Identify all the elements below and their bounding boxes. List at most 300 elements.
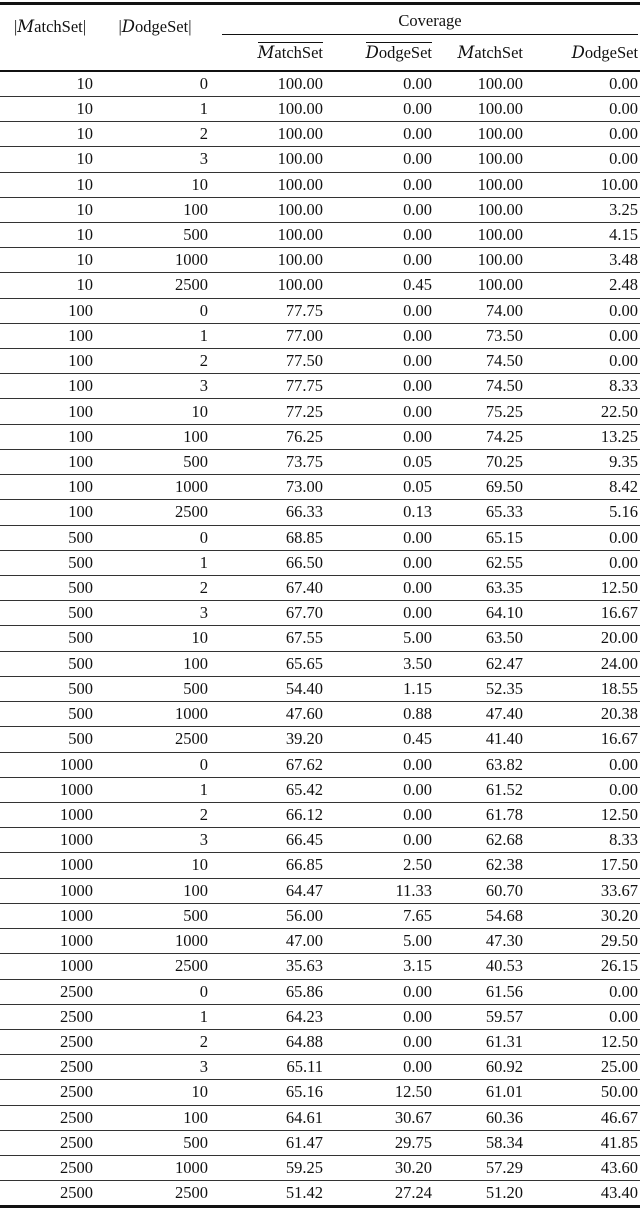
cell-coverage-matchset: 41.40: [435, 727, 527, 752]
cell-coverage-matchset: 63.50: [435, 626, 527, 651]
table-row: [0, 626, 640, 651]
cell-coverage-matchset: 59.57: [435, 1004, 527, 1029]
cell-dodgeset-size: 0: [100, 979, 210, 1004]
cell-coverage-dodgeset-bar: 0.00: [325, 197, 435, 222]
cell-coverage-dodgeset-bar: 0.00: [325, 298, 435, 323]
cell-dodgeset-size: 100: [100, 1105, 210, 1130]
cell-coverage-matchset-bar: 39.20: [210, 727, 325, 752]
cell-matchset-size: 2500: [0, 1105, 100, 1130]
script-d-glyph: D: [571, 43, 585, 62]
cell-coverage-dodgeset: 43.40: [527, 1181, 640, 1207]
script-d-glyph: D: [121, 17, 136, 36]
cell-coverage-dodgeset: 0.00: [527, 752, 640, 777]
cell-coverage-dodgeset-bar: 0.88: [325, 702, 435, 727]
cell-dodgeset-size: 1000: [100, 1156, 210, 1181]
cell-coverage-matchset-bar: 100.00: [210, 273, 325, 298]
cell-coverage-matchset-bar: 73.75: [210, 449, 325, 474]
table-row: [0, 449, 640, 474]
cell-matchset-size: 1000: [0, 828, 100, 853]
cell-matchset-size: 1000: [0, 802, 100, 827]
cell-coverage-dodgeset-bar: 2.50: [325, 853, 435, 878]
cell-coverage-dodgeset-bar: 0.00: [325, 601, 435, 626]
cell-coverage-matchset: 60.70: [435, 878, 527, 903]
cell-coverage-matchset-bar: 100.00: [210, 96, 325, 121]
cell-matchset-size: 2500: [0, 979, 100, 1004]
cell-matchset-size: 500: [0, 525, 100, 550]
cell-dodgeset-size: 1000: [100, 248, 210, 273]
cell-dodgeset-size: 100: [100, 424, 210, 449]
column-header-label: atchSet|: [34, 17, 87, 36]
cell-matchset-size: 10: [0, 96, 100, 121]
table-row: [0, 828, 640, 853]
cell-matchset-size: 500: [0, 702, 100, 727]
cell-coverage-matchset: 64.10: [435, 601, 527, 626]
cell-coverage-matchset: 100.00: [435, 71, 527, 96]
cell-dodgeset-size: 3: [100, 374, 210, 399]
table-row: [0, 1181, 640, 1207]
cell-coverage-matchset-bar: 100.00: [210, 172, 325, 197]
cell-coverage-dodgeset: 0.00: [527, 147, 640, 172]
cell-coverage-matchset: 62.55: [435, 550, 527, 575]
cell-coverage-dodgeset-bar: 11.33: [325, 878, 435, 903]
cell-coverage-matchset: 100.00: [435, 147, 527, 172]
script-m-glyph: M: [257, 43, 275, 62]
table-header: [0, 4, 640, 72]
cell-coverage-dodgeset-bar: 0.00: [325, 525, 435, 550]
cell-matchset-size: 1000: [0, 777, 100, 802]
cell-coverage-matchset: 100.00: [435, 248, 527, 273]
cell-coverage-matchset: 65.33: [435, 500, 527, 525]
cell-coverage-dodgeset-bar: 0.00: [325, 399, 435, 424]
cell-coverage-dodgeset-bar: 29.75: [325, 1130, 435, 1155]
cell-coverage-dodgeset: 9.35: [527, 449, 640, 474]
cell-dodgeset-size: 10: [100, 399, 210, 424]
cell-coverage-dodgeset-bar: 0.00: [325, 374, 435, 399]
cell-coverage-matchset: 100.00: [435, 222, 527, 247]
cell-coverage-dodgeset: 16.67: [527, 601, 640, 626]
cell-matchset-size: 500: [0, 626, 100, 651]
cell-coverage-matchset: 61.56: [435, 979, 527, 1004]
cell-dodgeset-size: 2500: [100, 954, 210, 979]
cell-coverage-dodgeset-bar: 0.00: [325, 576, 435, 601]
cell-coverage-dodgeset-bar: 5.00: [325, 929, 435, 954]
cell-coverage-matchset: 40.53: [435, 954, 527, 979]
cell-coverage-matchset: 62.68: [435, 828, 527, 853]
cell-coverage-dodgeset-bar: 0.05: [325, 475, 435, 500]
cell-coverage-dodgeset-bar: 0.45: [325, 727, 435, 752]
cell-matchset-size: 100: [0, 349, 100, 374]
cell-coverage-dodgeset-bar: 0.45: [325, 273, 435, 298]
table-row: [0, 752, 640, 777]
cell-dodgeset-size: 100: [100, 651, 210, 676]
cell-coverage-dodgeset: 2.48: [527, 273, 640, 298]
cell-dodgeset-size: 2500: [100, 500, 210, 525]
cell-coverage-dodgeset-bar: 0.00: [325, 1055, 435, 1080]
cell-matchset-size: 500: [0, 550, 100, 575]
table-row: [0, 96, 640, 121]
cell-dodgeset-size: 100: [100, 197, 210, 222]
cell-coverage-matchset: 74.50: [435, 349, 527, 374]
cell-dodgeset-size: 0: [100, 298, 210, 323]
cell-coverage-matchset-bar: 61.47: [210, 1130, 325, 1155]
cell-coverage-dodgeset-bar: 3.15: [325, 954, 435, 979]
subheader-matchset-bar: [210, 35, 325, 71]
header-row-top: [0, 4, 640, 36]
cell-dodgeset-size: 2: [100, 576, 210, 601]
cell-coverage-matchset: 52.35: [435, 676, 527, 701]
cell-dodgeset-size: 0: [100, 752, 210, 777]
column-header-label: odgeSet|: [135, 17, 192, 36]
cell-dodgeset-size: 1: [100, 550, 210, 575]
script-m-glyph: M: [17, 17, 35, 36]
cell-dodgeset-size: 10: [100, 853, 210, 878]
cell-coverage-dodgeset: 18.55: [527, 676, 640, 701]
cell-coverage-matchset-bar: 100.00: [210, 248, 325, 273]
cell-dodgeset-size: 3: [100, 828, 210, 853]
cell-matchset-size: 10: [0, 147, 100, 172]
cell-coverage-matchset-bar: 67.62: [210, 752, 325, 777]
cell-dodgeset-size: 3: [100, 601, 210, 626]
table-row: [0, 1004, 640, 1029]
cell-dodgeset-size: 2500: [100, 273, 210, 298]
cell-matchset-size: 1000: [0, 929, 100, 954]
cell-coverage-dodgeset: 8.33: [527, 828, 640, 853]
cell-matchset-size: 10: [0, 222, 100, 247]
cell-coverage-matchset-bar: 67.55: [210, 626, 325, 651]
cell-coverage-matchset-bar: 54.40: [210, 676, 325, 701]
cell-matchset-size: 500: [0, 676, 100, 701]
cell-coverage-matchset-bar: 77.75: [210, 374, 325, 399]
cell-dodgeset-size: 500: [100, 903, 210, 928]
cell-matchset-size: 100: [0, 475, 100, 500]
cell-matchset-size: 1000: [0, 954, 100, 979]
cell-coverage-dodgeset: 8.42: [527, 475, 640, 500]
cell-dodgeset-size: 2500: [100, 727, 210, 752]
subheader-label: atchSet: [274, 43, 323, 62]
cell-coverage-matchset-bar: 67.40: [210, 576, 325, 601]
cell-matchset-size: 1000: [0, 878, 100, 903]
cell-coverage-matchset: 63.35: [435, 576, 527, 601]
cell-matchset-size: 10: [0, 172, 100, 197]
table-row: [0, 500, 640, 525]
cell-dodgeset-size: 1: [100, 777, 210, 802]
cell-coverage-matchset: 74.00: [435, 298, 527, 323]
cell-matchset-size: 100: [0, 298, 100, 323]
column-header-matchset-size: [0, 4, 100, 72]
cell-coverage-dodgeset-bar: 0.00: [325, 802, 435, 827]
cell-dodgeset-size: 2: [100, 1029, 210, 1054]
cell-coverage-dodgeset: 25.00: [527, 1055, 640, 1080]
cell-coverage-matchset-bar: 47.00: [210, 929, 325, 954]
cell-coverage-matchset-bar: 77.00: [210, 323, 325, 348]
cell-coverage-matchset-bar: 59.25: [210, 1156, 325, 1181]
cell-matchset-size: 100: [0, 399, 100, 424]
cell-coverage-matchset: 74.50: [435, 374, 527, 399]
cell-dodgeset-size: 3: [100, 147, 210, 172]
cell-coverage-matchset-bar: 76.25: [210, 424, 325, 449]
cell-dodgeset-size: 1000: [100, 702, 210, 727]
table-row: [0, 550, 640, 575]
cell-coverage-dodgeset: 12.50: [527, 576, 640, 601]
cell-coverage-matchset: 61.52: [435, 777, 527, 802]
cell-coverage-matchset: 61.31: [435, 1029, 527, 1054]
cell-matchset-size: 500: [0, 576, 100, 601]
cell-coverage-dodgeset: 17.50: [527, 853, 640, 878]
table-row: [0, 424, 640, 449]
table-row: [0, 702, 640, 727]
cell-coverage-matchset: 60.36: [435, 1105, 527, 1130]
cell-coverage-matchset-bar: 65.16: [210, 1080, 325, 1105]
table-row: [0, 374, 640, 399]
cell-coverage-dodgeset-bar: 0.00: [325, 71, 435, 96]
cell-matchset-size: 500: [0, 727, 100, 752]
script-d-glyph: D: [365, 43, 379, 62]
cell-coverage-dodgeset-bar: 0.00: [325, 172, 435, 197]
cell-coverage-dodgeset: 12.50: [527, 1029, 640, 1054]
cell-dodgeset-size: 1000: [100, 929, 210, 954]
table-row: [0, 349, 640, 374]
results-table: [0, 2, 640, 1208]
cell-dodgeset-size: 500: [100, 222, 210, 247]
cell-coverage-dodgeset-bar: 0.00: [325, 979, 435, 1004]
subheader-label: odgeSet: [584, 43, 639, 62]
cell-coverage-dodgeset: 46.67: [527, 1105, 640, 1130]
cell-coverage-matchset: 60.92: [435, 1055, 527, 1080]
cell-coverage-dodgeset-bar: 0.00: [325, 96, 435, 121]
cell-coverage-dodgeset: 0.00: [527, 1004, 640, 1029]
cell-coverage-matchset-bar: 77.50: [210, 349, 325, 374]
table-row: [0, 222, 640, 247]
table-row: [0, 979, 640, 1004]
cell-coverage-dodgeset: 16.67: [527, 727, 640, 752]
cell-coverage-matchset-bar: 64.61: [210, 1105, 325, 1130]
cell-dodgeset-size: 2: [100, 349, 210, 374]
cell-dodgeset-size: 1: [100, 96, 210, 121]
cell-coverage-dodgeset-bar: 0.00: [325, 349, 435, 374]
cell-coverage-dodgeset: 26.15: [527, 954, 640, 979]
cell-coverage-dodgeset: 50.00: [527, 1080, 640, 1105]
table-row: [0, 727, 640, 752]
cell-coverage-dodgeset: 0.00: [527, 349, 640, 374]
cell-matchset-size: 100: [0, 449, 100, 474]
table-body: [0, 71, 640, 1206]
cell-coverage-dodgeset-bar: 0.00: [325, 424, 435, 449]
cell-coverage-matchset: 100.00: [435, 197, 527, 222]
cell-dodgeset-size: 2: [100, 802, 210, 827]
cell-coverage-dodgeset-bar: 12.50: [325, 1080, 435, 1105]
cell-coverage-dodgeset: 22.50: [527, 399, 640, 424]
cell-matchset-size: 100: [0, 500, 100, 525]
cell-coverage-dodgeset: 20.00: [527, 626, 640, 651]
cell-coverage-dodgeset-bar: 0.00: [325, 122, 435, 147]
cell-coverage-matchset: 62.38: [435, 853, 527, 878]
table-row: [0, 1105, 640, 1130]
cell-matchset-size: 2500: [0, 1004, 100, 1029]
cell-coverage-dodgeset: 4.15: [527, 222, 640, 247]
cell-coverage-matchset-bar: 64.23: [210, 1004, 325, 1029]
cell-coverage-matchset-bar: 67.70: [210, 601, 325, 626]
cell-matchset-size: 100: [0, 323, 100, 348]
cell-coverage-dodgeset: 3.25: [527, 197, 640, 222]
cell-coverage-matchset-bar: 65.11: [210, 1055, 325, 1080]
cell-matchset-size: 2500: [0, 1080, 100, 1105]
cell-coverage-matchset-bar: 77.25: [210, 399, 325, 424]
cell-coverage-matchset-bar: 100.00: [210, 147, 325, 172]
script-m-glyph: M: [457, 43, 475, 62]
cell-matchset-size: 10: [0, 248, 100, 273]
table-row: [0, 651, 640, 676]
cell-dodgeset-size: 10: [100, 626, 210, 651]
cell-coverage-matchset-bar: 65.42: [210, 777, 325, 802]
cell-coverage-dodgeset-bar: 0.00: [325, 752, 435, 777]
cell-coverage-matchset-bar: 66.45: [210, 828, 325, 853]
cell-coverage-matchset: 61.78: [435, 802, 527, 827]
cell-coverage-matchset-bar: 35.63: [210, 954, 325, 979]
cell-coverage-dodgeset: 0.00: [527, 323, 640, 348]
cell-coverage-dodgeset-bar: 3.50: [325, 651, 435, 676]
cell-coverage-matchset: 75.25: [435, 399, 527, 424]
cell-coverage-dodgeset: 0.00: [527, 96, 640, 121]
cell-coverage-dodgeset-bar: 0.00: [325, 550, 435, 575]
cell-coverage-dodgeset-bar: 7.65: [325, 903, 435, 928]
cell-matchset-size: 10: [0, 71, 100, 96]
cell-matchset-size: 2500: [0, 1156, 100, 1181]
pipe-glyph: |: [118, 17, 122, 36]
cell-dodgeset-size: 1000: [100, 475, 210, 500]
cell-dodgeset-size: 500: [100, 449, 210, 474]
cell-coverage-dodgeset: 12.50: [527, 802, 640, 827]
cell-matchset-size: 500: [0, 651, 100, 676]
cell-coverage-dodgeset: 0.00: [527, 71, 640, 96]
cell-coverage-matchset: 74.25: [435, 424, 527, 449]
cell-coverage-matchset: 100.00: [435, 96, 527, 121]
cell-matchset-size: 100: [0, 424, 100, 449]
cell-dodgeset-size: 2: [100, 122, 210, 147]
cell-coverage-dodgeset-bar: 30.20: [325, 1156, 435, 1181]
cell-coverage-dodgeset: 0.00: [527, 777, 640, 802]
table-row: [0, 929, 640, 954]
cell-coverage-matchset-bar: 66.33: [210, 500, 325, 525]
cell-coverage-dodgeset: 13.25: [527, 424, 640, 449]
table-row: [0, 147, 640, 172]
cell-coverage-matchset: 63.82: [435, 752, 527, 777]
cell-coverage-matchset: 100.00: [435, 172, 527, 197]
cell-coverage-matchset: 100.00: [435, 273, 527, 298]
subheader-label: atchSet: [474, 43, 523, 62]
table-row: [0, 802, 640, 827]
cell-coverage-dodgeset-bar: 0.00: [325, 1029, 435, 1054]
cell-dodgeset-size: 500: [100, 676, 210, 701]
cell-coverage-dodgeset-bar: 0.00: [325, 248, 435, 273]
subheader-label: odgeSet: [378, 43, 432, 62]
cell-coverage-dodgeset: 0.00: [527, 122, 640, 147]
cell-coverage-matchset: 47.30: [435, 929, 527, 954]
cell-dodgeset-size: 10: [100, 1080, 210, 1105]
cell-coverage-dodgeset: 5.16: [527, 500, 640, 525]
table-row: [0, 777, 640, 802]
cell-coverage-matchset: 65.15: [435, 525, 527, 550]
table-row: [0, 1156, 640, 1181]
cell-dodgeset-size: 10: [100, 172, 210, 197]
cell-coverage-dodgeset: 0.00: [527, 298, 640, 323]
table-row: [0, 71, 640, 96]
cell-matchset-size: 100: [0, 374, 100, 399]
subheader-dodgeset: [527, 35, 640, 71]
table-row: [0, 676, 640, 701]
table-row: [0, 172, 640, 197]
cell-coverage-matchset: 100.00: [435, 122, 527, 147]
pipe-glyph: |: [13, 17, 18, 36]
cell-coverage-matchset-bar: 66.85: [210, 853, 325, 878]
cell-coverage-dodgeset-bar: 0.00: [325, 777, 435, 802]
cell-coverage-dodgeset: 20.38: [527, 702, 640, 727]
cell-coverage-matchset-bar: 64.88: [210, 1029, 325, 1054]
cell-coverage-matchset: 62.47: [435, 651, 527, 676]
subheader-matchset: [435, 35, 527, 71]
cell-matchset-size: 2500: [0, 1029, 100, 1054]
cell-coverage-matchset-bar: 65.65: [210, 651, 325, 676]
cell-coverage-matchset-bar: 66.50: [210, 550, 325, 575]
cell-coverage-matchset: 61.01: [435, 1080, 527, 1105]
cell-coverage-matchset: 69.50: [435, 475, 527, 500]
column-header-dodgeset-size: [100, 4, 210, 72]
cell-coverage-matchset-bar: 77.75: [210, 298, 325, 323]
cell-dodgeset-size: 1: [100, 1004, 210, 1029]
cell-coverage-matchset: 54.68: [435, 903, 527, 928]
cell-coverage-dodgeset-bar: 27.24: [325, 1181, 435, 1207]
cell-coverage-dodgeset-bar: 0.00: [325, 222, 435, 247]
table-row: [0, 1055, 640, 1080]
coverage-label: Coverage: [222, 5, 638, 35]
cell-coverage-matchset: 47.40: [435, 702, 527, 727]
cell-coverage-dodgeset: 10.00: [527, 172, 640, 197]
cell-matchset-size: 2500: [0, 1130, 100, 1155]
cell-coverage-dodgeset: 43.60: [527, 1156, 640, 1181]
table-row: [0, 475, 640, 500]
cell-dodgeset-size: 0: [100, 525, 210, 550]
cell-coverage-dodgeset-bar: 0.13: [325, 500, 435, 525]
cell-coverage-matchset-bar: 73.00: [210, 475, 325, 500]
cell-matchset-size: 10: [0, 197, 100, 222]
table-row: [0, 903, 640, 928]
coverage-group-header: [210, 4, 640, 36]
cell-coverage-dodgeset: 41.85: [527, 1130, 640, 1155]
cell-coverage-dodgeset-bar: 0.00: [325, 828, 435, 853]
cell-coverage-matchset-bar: 51.42: [210, 1181, 325, 1207]
cell-coverage-dodgeset-bar: 0.00: [325, 147, 435, 172]
cell-coverage-matchset-bar: 68.85: [210, 525, 325, 550]
table-row: [0, 248, 640, 273]
cell-coverage-dodgeset-bar: 0.00: [325, 323, 435, 348]
cell-dodgeset-size: 2500: [100, 1181, 210, 1207]
cell-dodgeset-size: 3: [100, 1055, 210, 1080]
table-row: [0, 1080, 640, 1105]
table-row: [0, 576, 640, 601]
cell-coverage-dodgeset: 0.00: [527, 979, 640, 1004]
cell-matchset-size: 2500: [0, 1055, 100, 1080]
cell-coverage-dodgeset-bar: 1.15: [325, 676, 435, 701]
cell-coverage-matchset: 58.34: [435, 1130, 527, 1155]
table-row: [0, 399, 640, 424]
cell-coverage-dodgeset: 24.00: [527, 651, 640, 676]
cell-coverage-matchset-bar: 56.00: [210, 903, 325, 928]
cell-coverage-dodgeset-bar: 0.00: [325, 1004, 435, 1029]
cell-coverage-matchset: 70.25: [435, 449, 527, 474]
table-row: [0, 298, 640, 323]
cell-matchset-size: 500: [0, 601, 100, 626]
cell-coverage-matchset-bar: 65.86: [210, 979, 325, 1004]
table-row: [0, 525, 640, 550]
